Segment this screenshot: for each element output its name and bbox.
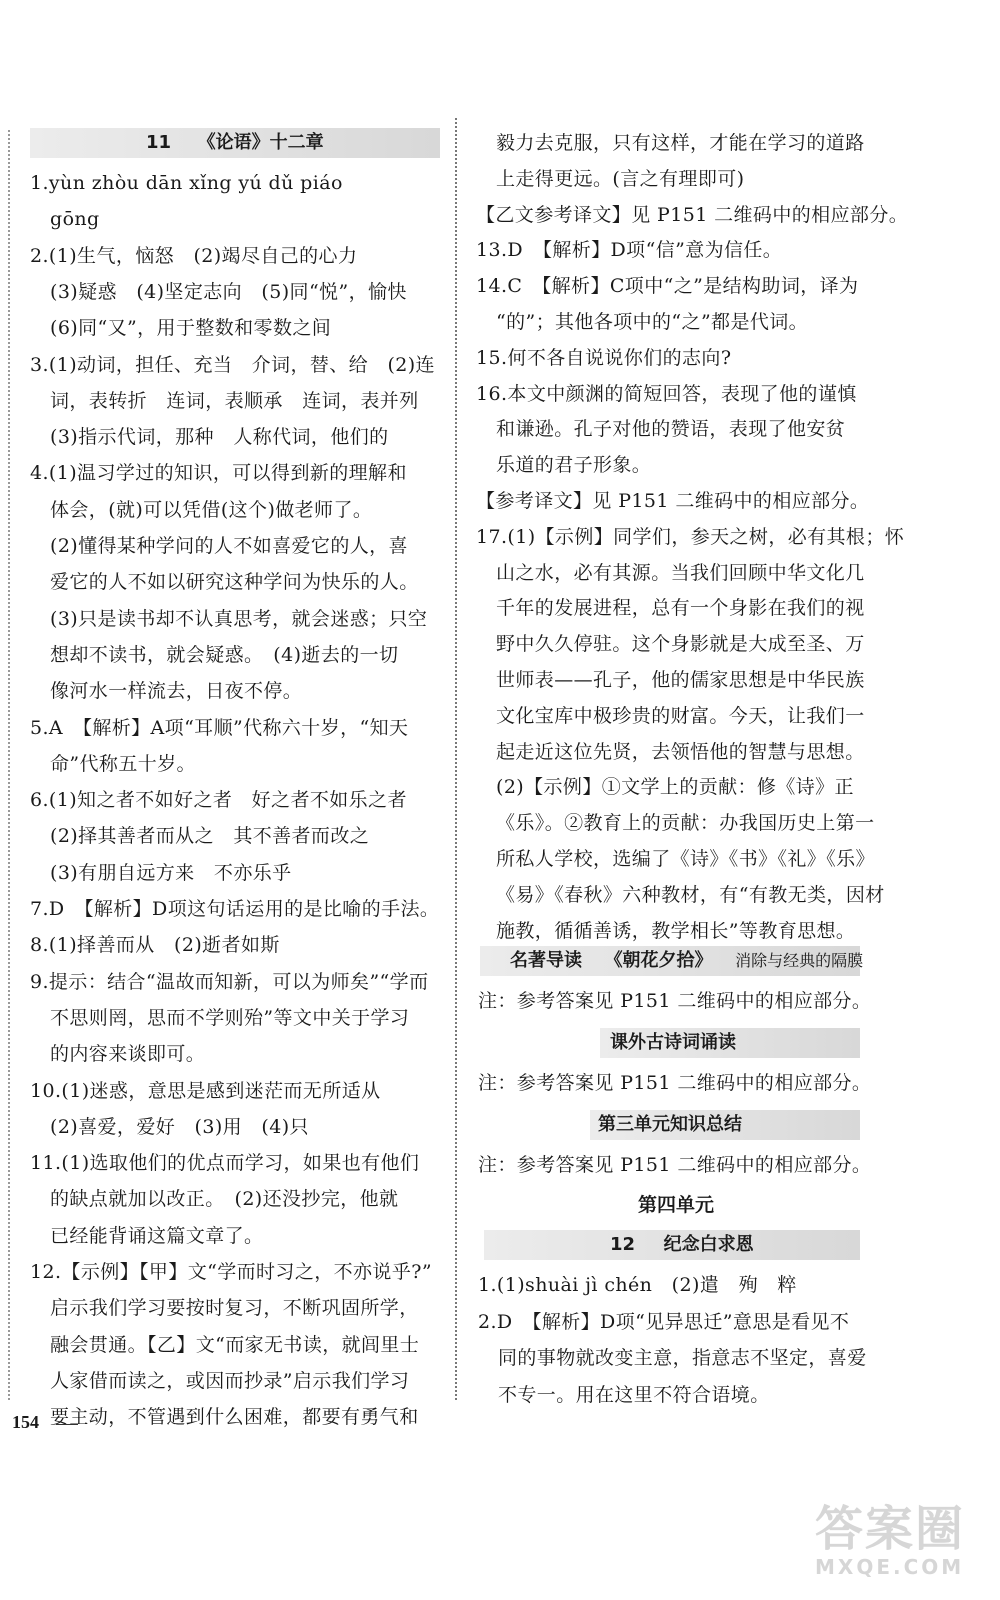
text-line: 命”代称五十岁。 bbox=[50, 752, 196, 775]
text-line: 文化宝库中极珍贵的财富。今天，让我们一 bbox=[496, 704, 865, 727]
text-line: 同的事物就改变主意，指意志不坚定，喜爱 bbox=[498, 1347, 867, 1369]
text-line: (3)有朋自远方来 不亦乐乎 bbox=[50, 861, 292, 884]
text-line: 8.(1)择善而从 (2)逝者如斯 bbox=[30, 934, 280, 957]
text-line: (3)只是读书却不认真思考，就会迷惑；只空 bbox=[50, 607, 428, 630]
text-line: 千年的发展进程，总有一个身影在我们的视 bbox=[496, 597, 865, 620]
text-line: 7.D 【解析】D项这句话运用的是比喻的手法。 bbox=[30, 898, 440, 920]
page-number-dash bbox=[56, 1424, 78, 1425]
text-line: 17.(1)【示例】同学们，参天之树，必有其根；怀 bbox=[476, 525, 905, 548]
note-unit3: 注：参考答案见 P151 二维码中的相应部分。 bbox=[478, 1154, 872, 1176]
text-line: 6.(1)知之者不如好之者 好之者不如乐之者 bbox=[30, 789, 407, 812]
text-line: 施教，循循善诱，教学相长”等教育思想。 bbox=[496, 919, 856, 942]
text-line: 1.(1)shuài jì chén (2)遣 殉 粹 bbox=[478, 1274, 797, 1296]
text-line: 【参考译文】见 P151 二维码中的相应部分。 bbox=[476, 490, 870, 512]
text-line: 乐道的君子形象。 bbox=[496, 454, 652, 477]
text-line: 不专一。用在这里不符合语境。 bbox=[498, 1383, 770, 1406]
text-line: 的内容来谈即可。 bbox=[50, 1043, 206, 1066]
left-margin-dotted-line bbox=[8, 130, 10, 1400]
text-line: 要主动，不管遇到什么困难，都要有勇气和 bbox=[50, 1406, 419, 1429]
text-line: (2)懂得某种学问的人不如喜爱它的人，喜 bbox=[50, 535, 408, 557]
text-line: 野中久久停驻。这个身影就是大成至圣、万 bbox=[496, 633, 865, 656]
page-number: 154 bbox=[12, 1412, 39, 1432]
text-line: 人家借而读之，或因而抄录”启示我们学习 bbox=[50, 1369, 410, 1392]
mingzhu-title: 《朝花夕拾》 bbox=[604, 950, 713, 971]
text-line: 上走得更远。(言之有理即可) bbox=[496, 167, 745, 190]
text-line: 11.(1)选取他们的优点而学习，如果也有他们 bbox=[30, 1152, 420, 1175]
text-line: 所私人学校，选编了《诗》《书》《礼》《乐》 bbox=[496, 848, 875, 870]
lesson-title: 《论语》十二章 bbox=[197, 132, 324, 153]
lesson-number: 11 bbox=[146, 132, 172, 153]
text-line: 14.C 【解析】C项中“之”是结构助词，译为 bbox=[476, 275, 859, 298]
text-line: 《易》《春秋》六种教材，有“有教无类，因材 bbox=[496, 883, 885, 906]
text-line: (3)疑惑 (4)坚定志向 (5)同“悦”，愉快 bbox=[50, 280, 407, 303]
text-line: 5.A 【解析】A项“耳顺”代称六十岁，“知天 bbox=[30, 716, 409, 739]
kewai-heading: 课外古诗词诵读 bbox=[610, 1032, 736, 1053]
text-line: 想却不读书，就会疑惑。 (4)逝去的一切 bbox=[50, 643, 399, 666]
text-line: 【乙文参考译文】见 P151 二维码中的相应部分。 bbox=[476, 203, 909, 226]
text-line: 山之水，必有其源。当我们回顾中华文化几 bbox=[496, 561, 865, 584]
text-line: (2)喜爱，爱好 (3)用 (4)只 bbox=[50, 1115, 309, 1138]
text-line: 13.D 【解析】D项“信”意为信任。 bbox=[476, 239, 783, 262]
text-line: gōng bbox=[50, 208, 100, 231]
note-mingzhu: 注：参考答案见 P151 二维码中的相应部分。 bbox=[478, 990, 872, 1012]
lesson12-heading bbox=[610, 1230, 754, 1260]
text-line: 词，表转折 连词，表顺承 连词，表并列 bbox=[50, 389, 419, 412]
lesson12-title: 纪念白求恩 bbox=[663, 1234, 754, 1255]
text-line: 《乐》。②教育上的贡献：办我国历史上第一 bbox=[496, 812, 875, 835]
text-line: “的”；其他各项中的“之”都是代词。 bbox=[496, 311, 809, 333]
text-line: 3.(1)动词，担任、充当 介词，替、给 (2)连 bbox=[30, 353, 435, 376]
unit4-heading: 第四单元 bbox=[638, 1194, 715, 1216]
text-line: 15.何不各自说说你们的志向? bbox=[476, 346, 732, 369]
unit3-heading: 第三单元知识总结 bbox=[598, 1114, 742, 1135]
text-line: (2)【示例】①文学上的贡献：修《诗》正 bbox=[496, 776, 854, 799]
text-line: 体会，(就)可以凭借(这个)做老师了。 bbox=[50, 498, 373, 521]
lesson12-number: 12 bbox=[610, 1234, 636, 1255]
text-line: 融会贯通。【乙】文“而家无书读，就闾里士 bbox=[50, 1333, 420, 1356]
mingzhu-subtitle: 消除与经典的隔膜 bbox=[735, 951, 864, 970]
watermark-line1: 答案圈 bbox=[815, 1501, 966, 1557]
text-line: 像河水一样流去，日夜不停。 bbox=[50, 680, 303, 703]
note-kewai: 注：参考答案见 P151 二维码中的相应部分。 bbox=[478, 1072, 872, 1094]
mingzhu-heading bbox=[510, 946, 863, 976]
text-line: 4.(1)温习学过的知识，可以得到新的理解和 bbox=[30, 462, 407, 485]
text-line: 不思则罔，思而不学则殆”等文中关于学习 bbox=[50, 1006, 410, 1029]
text-line: (3)指示代词，那种 人称代词，他们的 bbox=[50, 426, 389, 449]
column-divider bbox=[455, 118, 457, 1400]
text-line: 12.【示例】【甲】文“学而时习之，不亦说乎?” bbox=[30, 1261, 432, 1283]
text-line: 9.提示：结合“温故而知新，可以为师矣”“学而 bbox=[30, 970, 429, 993]
text-line: 启示我们学习要按时复习，不断巩固所学， bbox=[50, 1297, 419, 1320]
watermark-line2: MXQE.COM bbox=[815, 1555, 965, 1579]
text-line: 的缺点就加以改正。 (2)还没抄完，他就 bbox=[50, 1188, 399, 1211]
text-line: 世师表——孔子，他的儒家思想是中华民族 bbox=[496, 669, 865, 691]
text-line: 2.(1)生气，恼怒 (2)竭尽自己的心力 bbox=[30, 244, 358, 267]
text-line: 毅力去克服，只有这样，才能在学习的道路 bbox=[496, 132, 865, 154]
text-line: 1.yùn zhòu dān xǐng yú dǔ piáo bbox=[30, 172, 343, 194]
watermark-logo bbox=[815, 1490, 965, 1579]
text-line: (2)择其善者而从之 其不善者而改之 bbox=[50, 825, 370, 848]
mingzhu-label: 名著导读 bbox=[510, 950, 582, 971]
text-line: 2.D 【解析】D项“见异思迁”意思是看见不 bbox=[478, 1310, 850, 1333]
text-line: 和谦逊。孔子对他的赞语，表现了他安贫 bbox=[496, 418, 846, 441]
text-line: (6)同“又”，用于整数和零数之间 bbox=[50, 317, 332, 340]
text-line: 10.(1)迷惑，意思是感到迷茫而无所适从 bbox=[30, 1079, 381, 1102]
text-line: 16.本文中颜渊的简短回答，表现了他的谨慎 bbox=[476, 382, 857, 405]
text-line: 已经能背诵这篇文章了。 bbox=[50, 1224, 264, 1247]
text-line: 起走近这位先贤，去领悟他的智慧与思想。 bbox=[496, 740, 865, 763]
text-line: 爱它的人不如以研究这种学问为快乐的人。 bbox=[50, 571, 419, 594]
